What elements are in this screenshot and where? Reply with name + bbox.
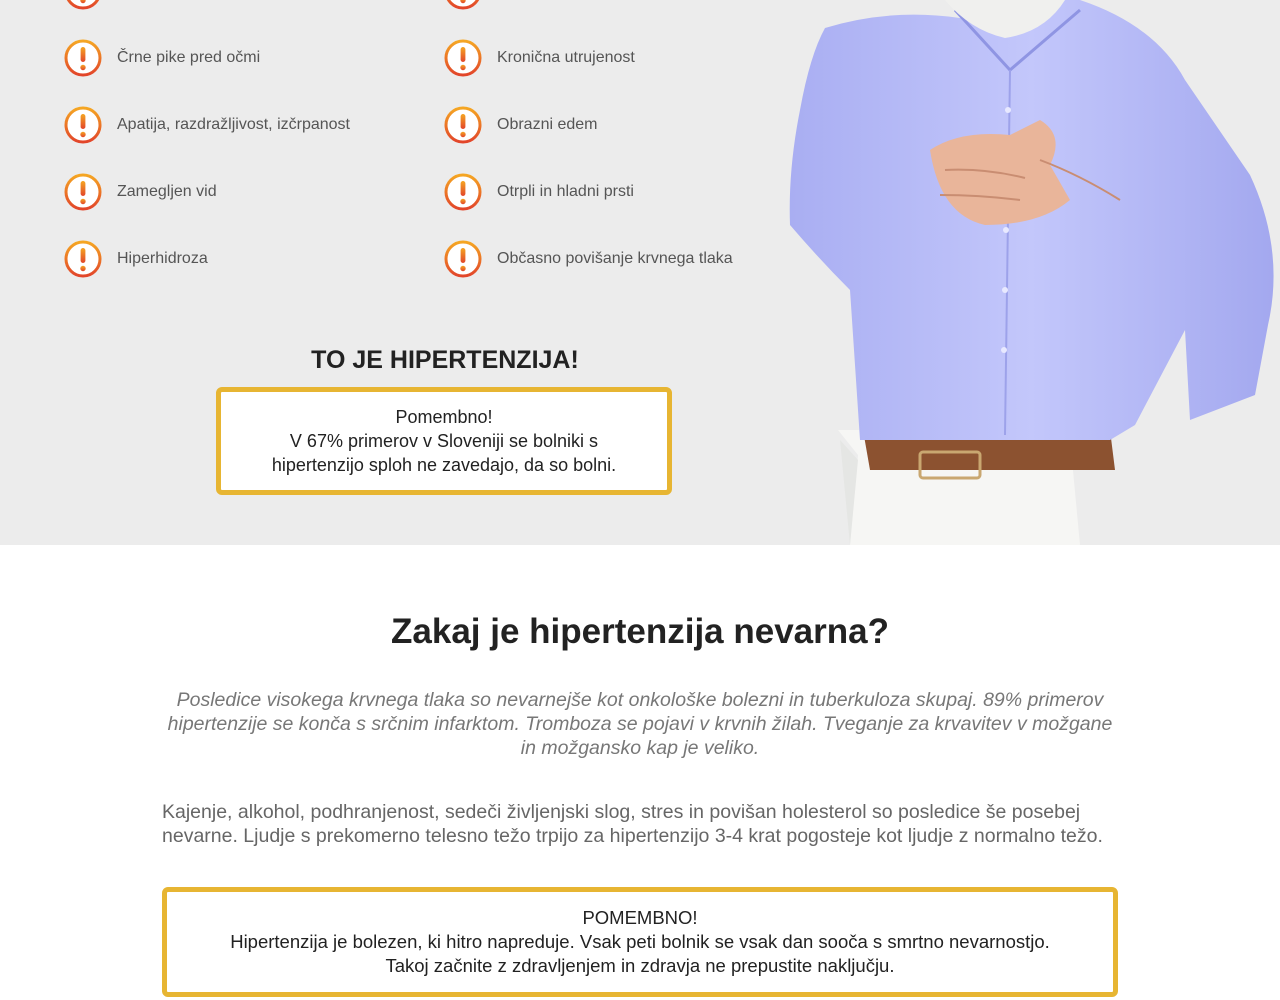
important-text-line: hipertenzijo sploh ne zavedajo, da so bolni. [271,455,617,475]
symptom-item [444,105,598,145]
exclamation-circle-icon [444,0,482,10]
symptom-label: Črne pike pred očmi [117,49,261,66]
symptom-label: Zamegljen vid [117,183,217,200]
important-title: Pomembno! [395,407,493,427]
exclamation-circle-icon [64,173,102,211]
symptom-label: Otrpli in hladni prsti [497,183,634,200]
exclamation-circle-icon [444,173,482,211]
hero-heading: TO JE HIPERTENZIJA! [311,346,579,374]
section-title: Zakaj je hipertenzija nevarna? [391,612,889,651]
exclamation-circle-icon [64,106,102,144]
symptom-item [64,239,208,279]
exclamation-circle-icon [444,106,482,144]
lead-paragraph-line: Posledice visokega krvnega tlaka so nevarnejše kot onkološke bolezni in tuberkuloza skupaj. 89% primerov [176,689,1104,711]
symptom-label: Hiperhidroza [117,250,208,267]
important-notice [216,387,672,495]
exclamation-circle-icon [64,240,102,278]
symptom-label: Apatija, razdražljivost, izčrpanost [117,116,350,133]
lead-paragraph [160,688,1120,760]
symptom-label: Občasno povišanje krvnega tlaka [497,250,733,267]
symptom-item [64,105,350,145]
symptom-item [444,38,635,78]
symptom-item [64,38,260,78]
important-text-line: Hipertenzija je bolezen, ki hitro napreduje. Vsak peti bolnik se vsak dan sooča s smrtno nevarnostjo. [230,931,1050,952]
important-text-line: V 67% primerov v Sloveniji se bolniki s [289,431,599,451]
body-paragraph [162,800,1122,848]
symptom-label: Kronična utrujenost [497,49,635,66]
exclamation-circle-icon [444,39,482,77]
lead-paragraph-line: in možgansko kap je veliko. [520,737,760,759]
body-paragraph-line: nevarne. Ljudje s prekomerno telesno težo trpijo za hipertenzijo 3-4 krat pogosteje kot ljudje z normalno težo. [162,825,1103,847]
exclamation-circle-icon [64,39,102,77]
exclamation-circle-icon [64,0,102,10]
symptom-label: Obrazni edem [497,116,598,133]
man-holding-chest-photo [780,0,1280,545]
important-title: POMEMBNO! [582,907,698,928]
symptom-item [444,239,733,279]
lead-paragraph-line: hipertenzije se konča s srčnim infarktom. Tromboza se pojavi v krvnih žilah. Tveganje za krvavitev v možgane [167,713,1113,735]
important-notice-2 [162,887,1118,997]
body-paragraph-line: Kajenje, alkohol, podhranjenost, sedeči življenjski slog, stres in povišan holesterol so posledice še posebej [162,801,1081,823]
exclamation-circle-icon [444,240,482,278]
symptom-item [64,172,217,212]
important-text-line: Takoj začnite z zdravljenjem in zdravja ne prepustite naključju. [385,955,895,976]
symptom-item [444,172,634,212]
